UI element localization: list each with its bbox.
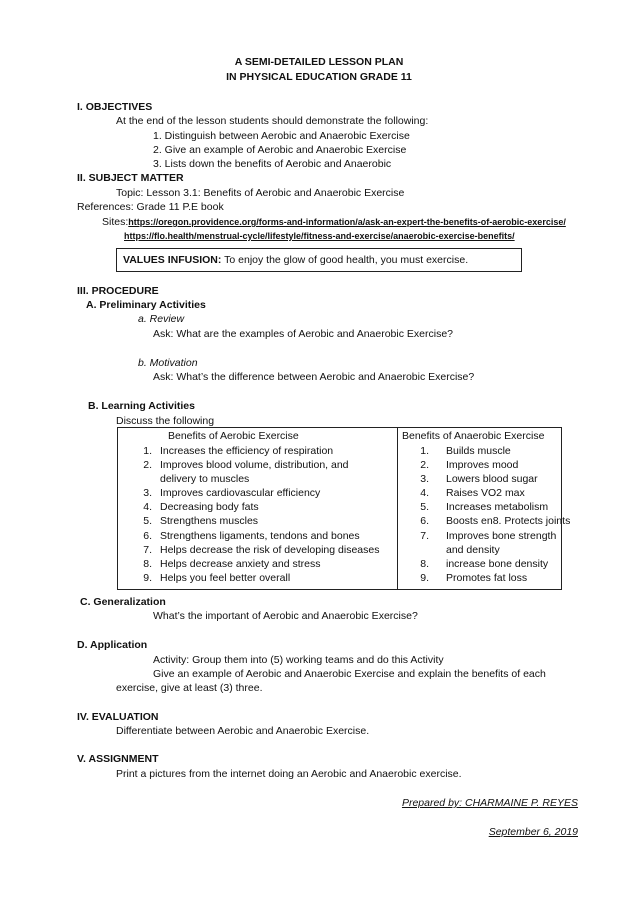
generalization-text: What’s the important of Aerobic and Anaerobic Exercise? [153, 610, 418, 622]
objective-item: 3. Lists down the benefits of Aerobic and Anaerobic [153, 158, 392, 170]
anaerobic-benefit: increase bone density [446, 558, 549, 570]
document-title: A SEMI-DETAILED LESSON PLAN [234, 56, 404, 68]
list-number: 6. [143, 530, 152, 542]
aerobic-benefit: Improves blood volume, distribution, and [160, 459, 349, 471]
aerobic-benefit: Strengthens ligaments, tendons and bones [160, 530, 360, 542]
anaerobic-benefit: Increases metabolism [446, 501, 549, 513]
document-date: September 6, 2019 [488, 826, 578, 838]
preliminary-heading: A. Preliminary Activities [86, 299, 206, 311]
subject-heading: II. SUBJECT MATTER [77, 172, 184, 184]
motivation-label: b. Motivation [138, 357, 198, 369]
list-number: 1. [420, 445, 429, 457]
learning-heading: B. Learning Activities [88, 400, 195, 412]
list-number: 4. [143, 501, 152, 513]
list-number: 3. [420, 473, 429, 485]
list-number: 5. [143, 515, 152, 527]
list-number: 1. [143, 445, 152, 457]
anaerobic-benefit: Boosts en8. Protects joints [446, 515, 571, 527]
sites-line [102, 216, 566, 229]
review-ask: Ask: What are the examples of Aerobic and Anaerobic Exercise? [153, 328, 453, 340]
aerobic-benefit: Increases the efficiency of respiration [160, 445, 334, 457]
anaerobic-benefit: Builds muscle [446, 445, 511, 457]
objectives-intro: At the end of the lesson students should demonstrate the following: [116, 115, 429, 127]
anaerobic-benefit: Improves mood [446, 459, 519, 471]
site-link[interactable]: https://flo.health/menstrual-cycle/lifestyle/fitness-and-exercise/anaerobic-exercise-benefits/ [124, 231, 515, 241]
list-number: 8. [420, 558, 429, 570]
assignment-text: Print a pictures from the internet doing an Aerobic and Anaerobic exercise. [116, 768, 462, 780]
anaerobic-benefit: Lowers blood sugar [446, 473, 538, 485]
aerobic-benefit: Helps you feel better overall [160, 572, 291, 584]
aerobic-benefit: Helps decrease the risk of developing diseases [160, 544, 380, 556]
application-instruction: Give an example of Aerobic and Anaerobic Exercise and explain the benefits of each [153, 668, 546, 680]
prepared-by: Prepared by: CHARMAINE P. REYES [401, 797, 578, 809]
objective-item: 1. Distinguish between Aerobic and Anaerobic Exercise [153, 130, 410, 142]
list-number: 3. [143, 487, 152, 499]
procedure-heading: III. PROCEDURE [77, 285, 159, 297]
application-activity: Activity: Group them into (5) working teams and do this Activity [153, 654, 444, 666]
objectives-heading: I. OBJECTIVES [77, 101, 153, 113]
evaluation-text: Differentiate between Aerobic and Anaerobic Exercise. [116, 725, 370, 737]
sites-label: Sites: [102, 216, 129, 228]
site-link[interactable]: https://oregon.providence.org/forms-and-information/a/ask-an-expert-the-benefits-of-aerobic-exercise/ [128, 217, 566, 227]
list-number: 7. [420, 530, 429, 542]
assignment-heading: V. ASSIGNMENT [77, 753, 159, 765]
aerobic-benefit: Strengthens muscles [160, 515, 259, 527]
evaluation-heading: IV. EVALUATION [77, 711, 159, 723]
application-instruction-cont: exercise, give at least (3) three. [116, 682, 263, 694]
aerobic-benefit: Decreasing body fats [160, 501, 259, 513]
objective-item: 2. Give an example of Aerobic and Anaerobic Exercise [153, 144, 407, 156]
values-text: To enjoy the glow of good health, you must exercise. [221, 254, 469, 266]
aerobic-benefit: Improves cardiovascular efficiency [160, 487, 321, 499]
list-number: 2. [420, 459, 429, 471]
list-number: 7. [143, 544, 152, 556]
anaerobic-benefit: and density [446, 544, 500, 556]
anaerobic-benefit: Raises VO2 max [446, 487, 525, 499]
list-number: 2. [143, 459, 152, 471]
review-label: a. Review [138, 313, 185, 325]
aerobic-benefit: Helps decrease anxiety and stress [160, 558, 321, 570]
anaerobic-benefit: Promotes fat loss [446, 572, 528, 584]
list-number: 4. [420, 487, 429, 499]
document-subtitle: IN PHYSICAL EDUCATION GRADE 11 [226, 71, 412, 83]
values-infusion [123, 254, 468, 267]
discuss-line: Discuss the following [116, 415, 215, 427]
list-number: 6. [420, 515, 429, 527]
list-number: 8. [143, 558, 152, 570]
generalization-heading: C. Generalization [80, 596, 166, 608]
table-divider [397, 427, 398, 590]
references-line: References: Grade 11 P.E book [77, 201, 224, 213]
aerobic-header: Benefits of Aerobic Exercise [168, 430, 299, 442]
values-label: VALUES INFUSION: [123, 254, 222, 266]
anaerobic-benefit: Improves bone strength [446, 530, 557, 542]
application-heading: D. Application [77, 639, 148, 651]
motivation-ask: Ask: What’s the difference between Aerobic and Anaerobic Exercise? [153, 371, 475, 383]
list-number: 9. [420, 572, 429, 584]
aerobic-benefit: delivery to muscles [160, 473, 250, 485]
list-number: 9. [143, 572, 152, 584]
list-number: 5. [420, 501, 429, 513]
anaerobic-header: Benefits of Anaerobic Exercise [402, 430, 545, 442]
topic-line: Topic: Lesson 3.1: Benefits of Aerobic and Anaerobic Exercise [116, 187, 405, 199]
